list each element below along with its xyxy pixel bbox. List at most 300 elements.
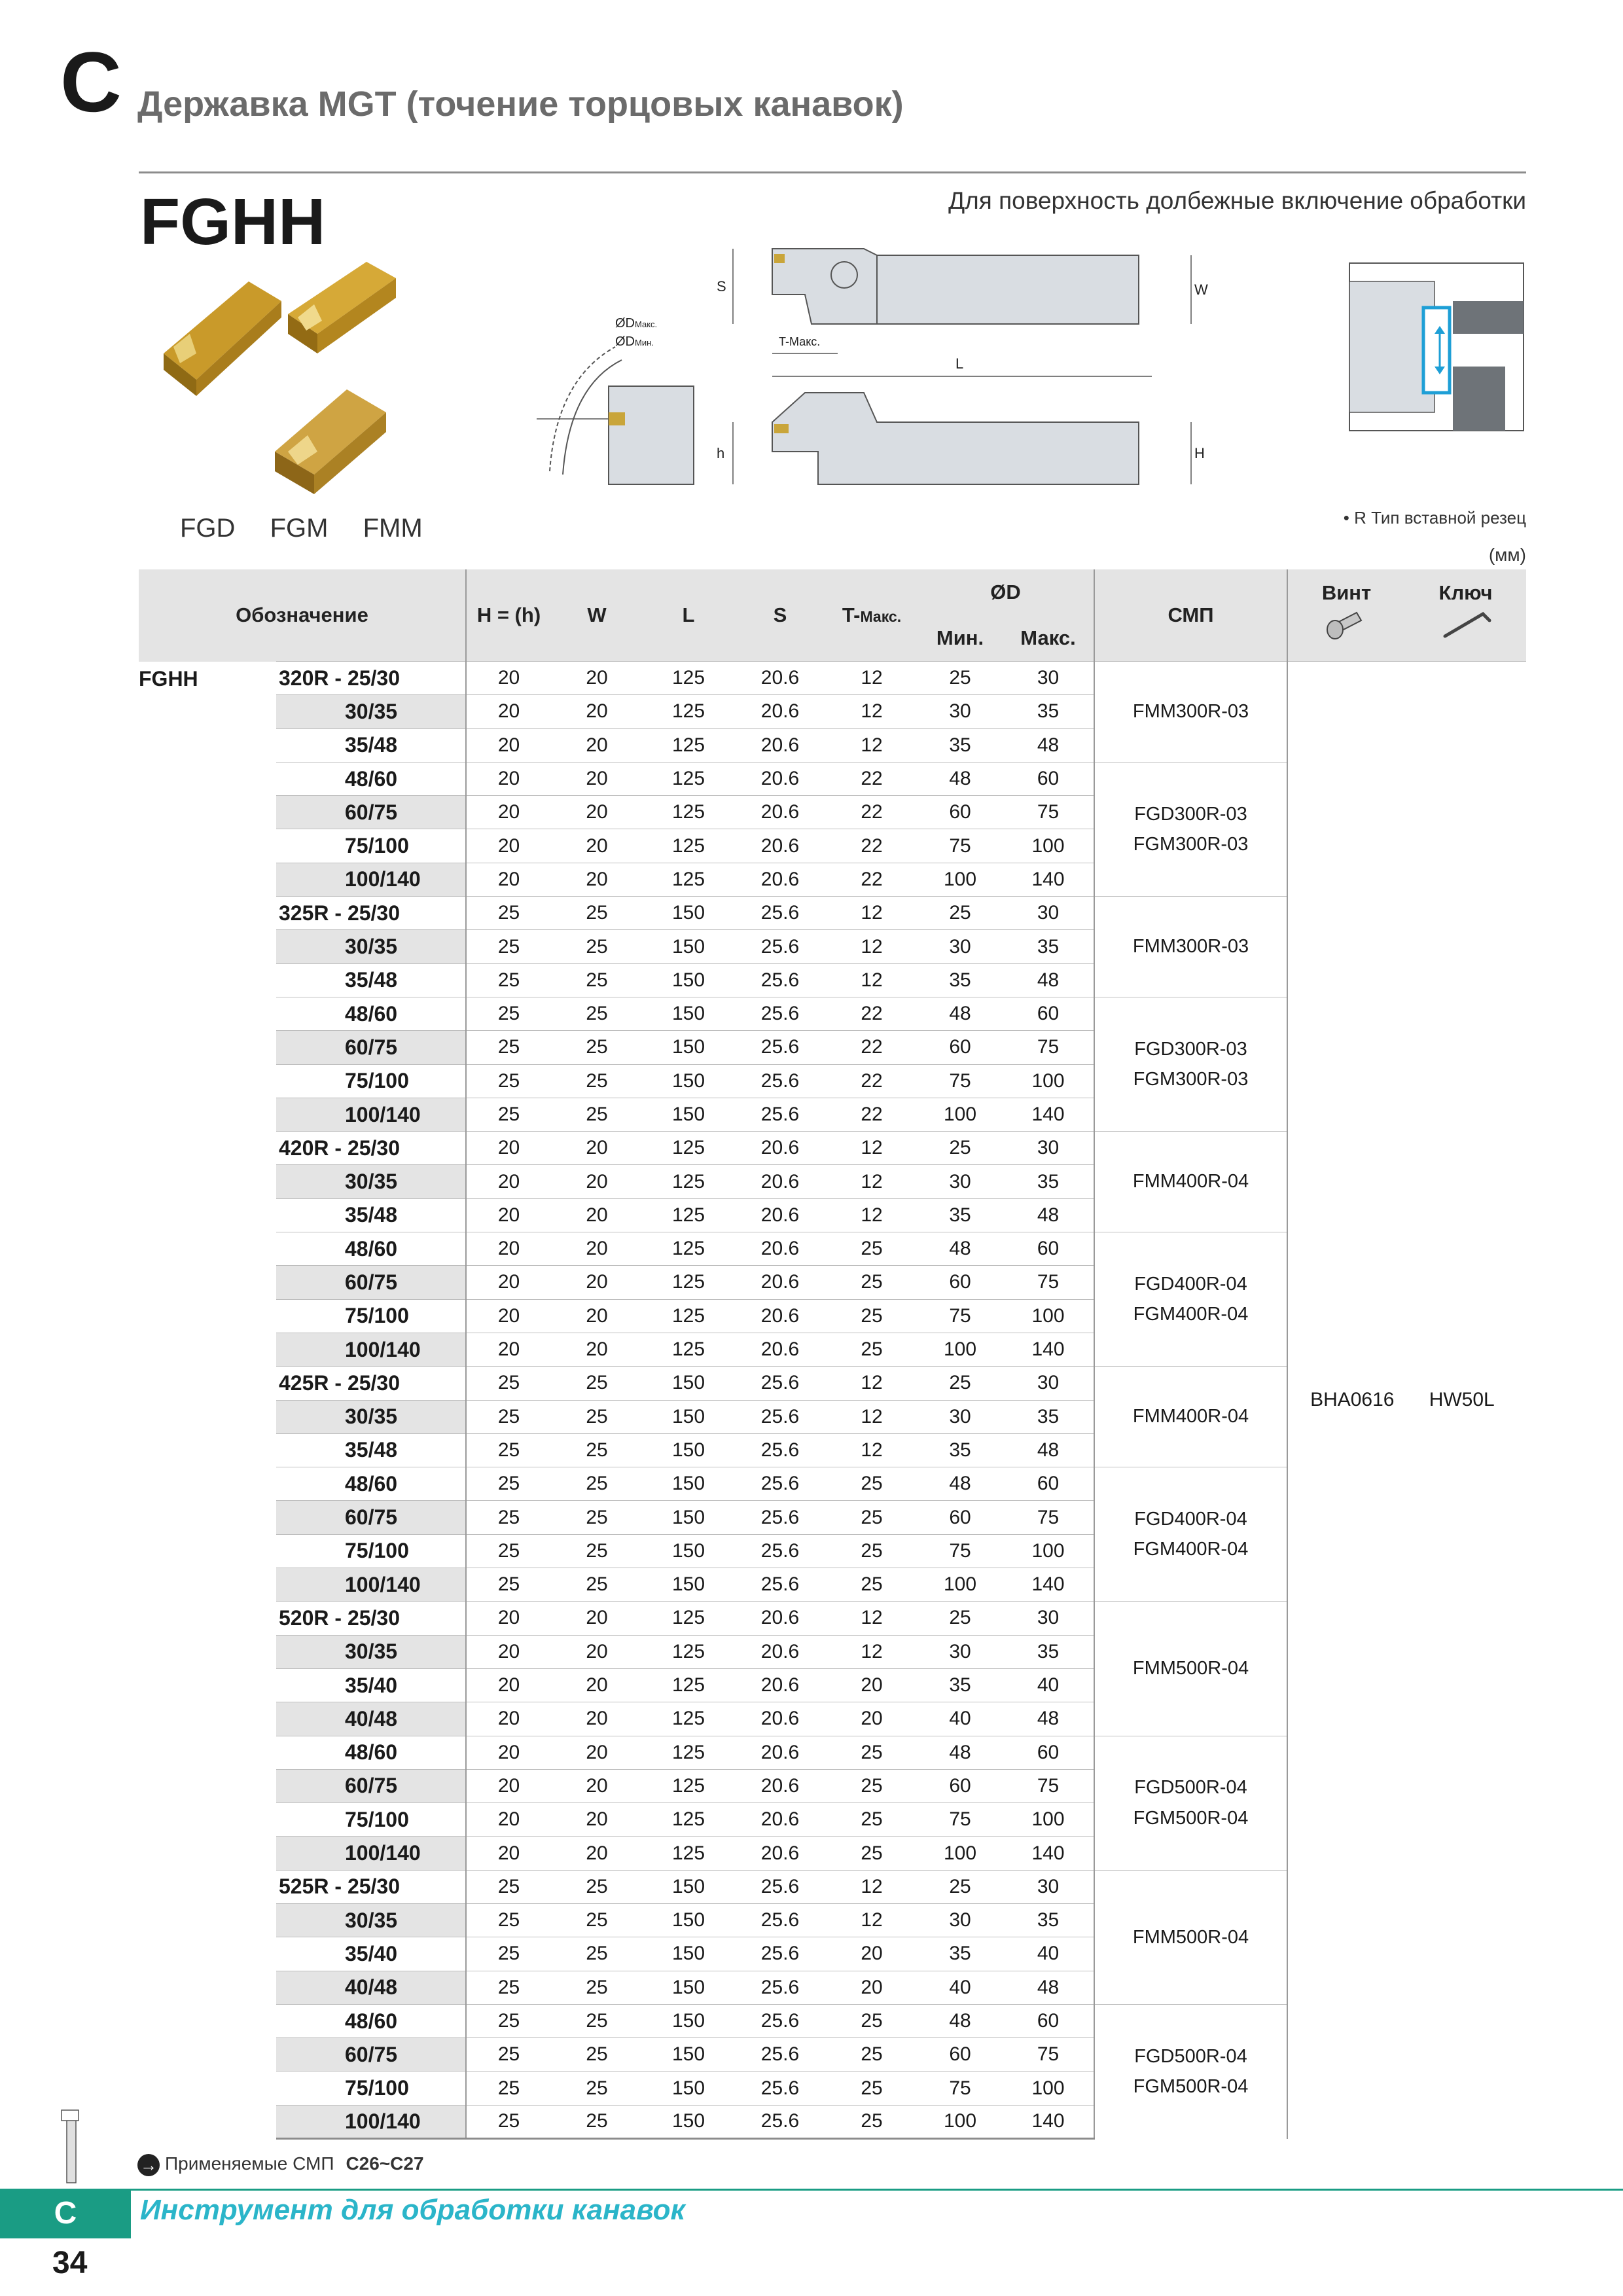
designation-cell: 60/75 bbox=[276, 1501, 466, 1534]
header-key bbox=[1405, 569, 1526, 662]
cell-s: 20.6 bbox=[734, 1198, 826, 1232]
cell-dmin: 25 bbox=[918, 1602, 1003, 1635]
cell-w: 25 bbox=[551, 1367, 643, 1400]
cell-w: 25 bbox=[551, 897, 643, 930]
header-designation: Обозначение bbox=[139, 569, 466, 662]
tool-thumbnail-icon bbox=[59, 2108, 85, 2186]
cell-dmin: 40 bbox=[918, 1971, 1003, 2004]
cell-dmin: 48 bbox=[918, 2004, 1003, 2037]
cell-w: 25 bbox=[551, 2105, 643, 2138]
cell-dmax: 100 bbox=[1003, 829, 1094, 863]
smp-cell bbox=[1094, 1367, 1287, 1467]
diameter-diagram bbox=[517, 308, 700, 491]
cell-w: 20 bbox=[551, 1132, 643, 1165]
cell-s: 25.6 bbox=[734, 1031, 826, 1064]
designation-cell: 75/100 bbox=[276, 2072, 466, 2105]
cell-dmin: 75 bbox=[918, 1064, 1003, 1098]
cell-t: 12 bbox=[826, 930, 918, 963]
cell-l: 125 bbox=[643, 1803, 734, 1837]
cell-s: 25.6 bbox=[734, 897, 826, 930]
cell-w: 25 bbox=[551, 1064, 643, 1098]
cell-dmin: 25 bbox=[918, 662, 1003, 695]
smp-cell bbox=[1094, 1132, 1287, 1232]
designation-cell: 75/100 bbox=[276, 829, 466, 863]
cell-dmax: 30 bbox=[1003, 1870, 1094, 1903]
cell-dmax: 35 bbox=[1003, 930, 1094, 963]
cell-dmax: 60 bbox=[1003, 997, 1094, 1030]
cell-dmax: 40 bbox=[1003, 1937, 1094, 1971]
cell-h: 25 bbox=[466, 963, 551, 997]
cell-h: 20 bbox=[466, 829, 551, 863]
cell-s: 25.6 bbox=[734, 1534, 826, 1568]
smp-code: FMM400R-04 bbox=[1132, 1406, 1249, 1427]
cell-h: 25 bbox=[466, 1467, 551, 1501]
cell-dmin: 35 bbox=[918, 1937, 1003, 1971]
cell-w: 20 bbox=[551, 762, 643, 795]
cell-dmax: 140 bbox=[1003, 1568, 1094, 1602]
cell-dmin: 30 bbox=[918, 930, 1003, 963]
cell-w: 25 bbox=[551, 930, 643, 963]
cell-l: 150 bbox=[643, 1098, 734, 1131]
designation-cell: 100/140 bbox=[276, 1837, 466, 1870]
header-w: W bbox=[551, 569, 643, 662]
cell-h: 20 bbox=[466, 1299, 551, 1333]
cell-l: 150 bbox=[643, 2072, 734, 2105]
cell-t: 25 bbox=[826, 1501, 918, 1534]
smp-code: FGD500R-04 bbox=[1134, 2045, 1247, 2067]
cell-w: 20 bbox=[551, 863, 643, 896]
smp-code: FMM500R-04 bbox=[1132, 1658, 1249, 1679]
cell-dmax: 35 bbox=[1003, 1635, 1094, 1668]
cell-l: 125 bbox=[643, 662, 734, 695]
cell-t: 12 bbox=[826, 728, 918, 762]
cell-l: 125 bbox=[643, 1165, 734, 1198]
cell-l: 125 bbox=[643, 1266, 734, 1299]
cell-s: 25.6 bbox=[734, 1433, 826, 1467]
cell-w: 25 bbox=[551, 2038, 643, 2072]
cell-l: 125 bbox=[643, 1769, 734, 1803]
smp-code: FGM400R-04 bbox=[1133, 1304, 1249, 1325]
cell-dmin: 35 bbox=[918, 1198, 1003, 1232]
smp-cell bbox=[1094, 1232, 1287, 1367]
key-icon bbox=[1440, 605, 1492, 644]
cell-w: 25 bbox=[551, 1568, 643, 1602]
cell-s: 25.6 bbox=[734, 930, 826, 963]
cell-t: 12 bbox=[826, 1870, 918, 1903]
header-tmax: T-Макс. bbox=[826, 569, 918, 662]
smp-code: FGD400R-04 bbox=[1134, 1273, 1247, 1295]
cell-dmax: 100 bbox=[1003, 1064, 1094, 1098]
cell-l: 150 bbox=[643, 1467, 734, 1501]
smp-cell bbox=[1094, 997, 1287, 1131]
cell-l: 125 bbox=[643, 1602, 734, 1635]
header-key-label: Ключ bbox=[1438, 581, 1493, 604]
cell-w: 25 bbox=[551, 997, 643, 1030]
cell-dmax: 48 bbox=[1003, 963, 1094, 997]
cell-dmax: 48 bbox=[1003, 1702, 1094, 1736]
footer-divider bbox=[131, 2189, 1623, 2191]
cell-h: 20 bbox=[466, 1769, 551, 1803]
designation-cell: 48/60 bbox=[276, 1232, 466, 1266]
designation-cell: 30/35 bbox=[276, 1903, 466, 1937]
designation-cell: 35/48 bbox=[276, 1433, 466, 1467]
cell-s: 25.6 bbox=[734, 1971, 826, 2004]
cell-t: 25 bbox=[826, 1769, 918, 1803]
designation-cell: 30/35 bbox=[276, 1400, 466, 1433]
cell-dmax: 140 bbox=[1003, 1098, 1094, 1131]
cell-dmax: 140 bbox=[1003, 1333, 1094, 1366]
cell-t: 25 bbox=[826, 2004, 918, 2037]
cell-l: 150 bbox=[643, 997, 734, 1030]
cell-l: 150 bbox=[643, 1568, 734, 1602]
designation-cell: 100/140 bbox=[276, 863, 466, 896]
cell-w: 20 bbox=[551, 1702, 643, 1736]
cell-l: 150 bbox=[643, 1937, 734, 1971]
insert-label-fgd: FGD bbox=[180, 514, 236, 543]
cell-s: 25.6 bbox=[734, 997, 826, 1030]
cell-t: 12 bbox=[826, 1132, 918, 1165]
cell-dmax: 140 bbox=[1003, 863, 1094, 896]
cell-l: 125 bbox=[643, 1668, 734, 1702]
cell-dmin: 100 bbox=[918, 863, 1003, 896]
cell-dmin: 100 bbox=[918, 1837, 1003, 1870]
designation-cell: 60/75 bbox=[276, 1031, 466, 1064]
smp-code: FGD300R-03 bbox=[1134, 803, 1247, 825]
cell-s: 25.6 bbox=[734, 1098, 826, 1131]
cell-w: 25 bbox=[551, 1903, 643, 1937]
cell-t: 25 bbox=[826, 2072, 918, 2105]
designation-cell: 48/60 bbox=[276, 997, 466, 1030]
cell-dmin: 48 bbox=[918, 997, 1003, 1030]
cell-dmax: 60 bbox=[1003, 1467, 1094, 1501]
smp-code: FGD300R-03 bbox=[1134, 1038, 1247, 1060]
cell-s: 25.6 bbox=[734, 1870, 826, 1903]
designation-cell: 40/48 bbox=[276, 1971, 466, 2004]
cell-h: 25 bbox=[466, 2072, 551, 2105]
cell-dmax: 48 bbox=[1003, 1198, 1094, 1232]
designation-cell: 520R - 25/30 bbox=[276, 1602, 466, 1635]
cell-l: 150 bbox=[643, 1433, 734, 1467]
cell-w: 20 bbox=[551, 695, 643, 728]
cell-w: 25 bbox=[551, 1534, 643, 1568]
cell-h: 20 bbox=[466, 1837, 551, 1870]
cell-h: 25 bbox=[466, 1903, 551, 1937]
cell-t: 20 bbox=[826, 1971, 918, 2004]
cell-dmax: 140 bbox=[1003, 2105, 1094, 2138]
insert-label-fgm: FGM bbox=[270, 514, 329, 543]
smp-code: FGM500R-04 bbox=[1133, 1807, 1249, 1829]
cell-dmax: 48 bbox=[1003, 1433, 1094, 1467]
cell-h: 20 bbox=[466, 728, 551, 762]
cell-h: 25 bbox=[466, 1501, 551, 1534]
cell-s: 20.6 bbox=[734, 1837, 826, 1870]
designation-cell: 48/60 bbox=[276, 1736, 466, 1769]
cell-h: 25 bbox=[466, 897, 551, 930]
designation-cell: 425R - 25/30 bbox=[276, 1367, 466, 1400]
cell-w: 25 bbox=[551, 1870, 643, 1903]
designation-cell: 100/140 bbox=[276, 2105, 466, 2138]
h-big-label: H bbox=[1194, 445, 1205, 461]
cell-t: 25 bbox=[826, 1534, 918, 1568]
smp-cell bbox=[1094, 1870, 1287, 2004]
cell-l: 125 bbox=[643, 1635, 734, 1668]
cell-dmin: 25 bbox=[918, 897, 1003, 930]
cell-dmax: 60 bbox=[1003, 762, 1094, 795]
cell-t: 12 bbox=[826, 1367, 918, 1400]
cell-dmin: 30 bbox=[918, 1635, 1003, 1668]
cell-w: 25 bbox=[551, 1501, 643, 1534]
cell-h: 20 bbox=[466, 1132, 551, 1165]
designation-cell: 100/140 bbox=[276, 1098, 466, 1131]
designation-cell: 75/100 bbox=[276, 1064, 466, 1098]
cell-dmin: 30 bbox=[918, 1903, 1003, 1937]
cell-w: 25 bbox=[551, 1400, 643, 1433]
cell-s: 20.6 bbox=[734, 762, 826, 795]
cell-dmin: 60 bbox=[918, 1031, 1003, 1064]
cell-dmin: 60 bbox=[918, 796, 1003, 829]
cell-h: 25 bbox=[466, 1971, 551, 2004]
header-divider bbox=[139, 171, 1526, 173]
cell-dmax: 75 bbox=[1003, 796, 1094, 829]
cell-t: 22 bbox=[826, 762, 918, 795]
holder-dimension-diagram bbox=[707, 236, 1217, 497]
cell-dmin: 35 bbox=[918, 1433, 1003, 1467]
cell-l: 125 bbox=[643, 829, 734, 863]
cell-t: 22 bbox=[826, 1031, 918, 1064]
cell-dmin: 48 bbox=[918, 762, 1003, 795]
dmin-label: ØDМин. bbox=[615, 334, 654, 349]
smp-cell bbox=[1094, 1602, 1287, 1736]
cell-h: 20 bbox=[466, 863, 551, 896]
cell-l: 150 bbox=[643, 1400, 734, 1433]
cell-h: 20 bbox=[466, 1702, 551, 1736]
cell-l: 150 bbox=[643, 2105, 734, 2138]
cell-dmin: 100 bbox=[918, 1568, 1003, 1602]
cell-t: 12 bbox=[826, 1433, 918, 1467]
cell-h: 20 bbox=[466, 1266, 551, 1299]
cell-l: 125 bbox=[643, 762, 734, 795]
designation-cell: 525R - 25/30 bbox=[276, 1870, 466, 1903]
cell-t: 12 bbox=[826, 963, 918, 997]
cell-h: 25 bbox=[466, 1367, 551, 1400]
cell-l: 125 bbox=[643, 695, 734, 728]
cell-t: 22 bbox=[826, 1098, 918, 1131]
cell-dmax: 100 bbox=[1003, 1534, 1094, 1568]
cell-dmax: 60 bbox=[1003, 1232, 1094, 1266]
cell-dmin: 100 bbox=[918, 1333, 1003, 1366]
cell-w: 20 bbox=[551, 1668, 643, 1702]
cell-t: 12 bbox=[826, 695, 918, 728]
cell-t: 12 bbox=[826, 662, 918, 695]
cell-w: 25 bbox=[551, 963, 643, 997]
cell-l: 150 bbox=[643, 1870, 734, 1903]
cell-w: 25 bbox=[551, 2004, 643, 2037]
cell-s: 20.6 bbox=[734, 1333, 826, 1366]
cell-t: 22 bbox=[826, 997, 918, 1030]
cell-s: 25.6 bbox=[734, 1467, 826, 1501]
cell-h: 25 bbox=[466, 930, 551, 963]
series-cell: FGHH bbox=[139, 666, 198, 691]
ref-label: Применяемые СМП bbox=[165, 2153, 334, 2174]
cell-w: 20 bbox=[551, 728, 643, 762]
designation-cell: 60/75 bbox=[276, 796, 466, 829]
cell-t: 25 bbox=[826, 1266, 918, 1299]
cell-l: 150 bbox=[643, 1903, 734, 1937]
cell-s: 20.6 bbox=[734, 1702, 826, 1736]
cell-w: 20 bbox=[551, 796, 643, 829]
cell-h: 25 bbox=[466, 997, 551, 1030]
designation-cell: 100/140 bbox=[276, 1568, 466, 1602]
smp-cell bbox=[1094, 662, 1287, 762]
page-title: Державка MGT (точение торцовых канавок) bbox=[137, 84, 904, 124]
h-small-label: h bbox=[717, 445, 725, 461]
model-name: FGHH bbox=[140, 185, 326, 259]
cell-s: 25.6 bbox=[734, 2072, 826, 2105]
cell-dmax: 100 bbox=[1003, 1299, 1094, 1333]
header-s: S bbox=[734, 569, 826, 662]
cell-dmin: 100 bbox=[918, 2105, 1003, 2138]
cell-w: 20 bbox=[551, 1602, 643, 1635]
cell-dmax: 30 bbox=[1003, 1367, 1094, 1400]
header-screw-label: Винт bbox=[1321, 581, 1372, 604]
smp-cell bbox=[1094, 2004, 1287, 2138]
designation-cell: 325R - 25/30 bbox=[276, 897, 466, 930]
cell-s: 25.6 bbox=[734, 1064, 826, 1098]
cell-l: 150 bbox=[643, 963, 734, 997]
machining-diagram bbox=[1348, 262, 1525, 432]
cell-t: 12 bbox=[826, 1903, 918, 1937]
cell-dmax: 48 bbox=[1003, 1971, 1094, 2004]
designation-cell: 30/35 bbox=[276, 695, 466, 728]
cell-w: 20 bbox=[551, 662, 643, 695]
designation-cell: 48/60 bbox=[276, 1467, 466, 1501]
cell-w: 20 bbox=[551, 1266, 643, 1299]
cell-h: 20 bbox=[466, 796, 551, 829]
cell-w: 25 bbox=[551, 1098, 643, 1131]
cell-dmin: 48 bbox=[918, 1467, 1003, 1501]
designation-cell: 60/75 bbox=[276, 2038, 466, 2072]
smp-code: FMM400R-04 bbox=[1132, 1171, 1249, 1193]
cell-t: 20 bbox=[826, 1668, 918, 1702]
cell-dmin: 60 bbox=[918, 1769, 1003, 1803]
page-number: 34 bbox=[52, 2246, 88, 2280]
cell-s: 20.6 bbox=[734, 662, 826, 695]
cell-t: 25 bbox=[826, 1568, 918, 1602]
cell-s: 20.6 bbox=[734, 1266, 826, 1299]
cell-l: 125 bbox=[643, 1232, 734, 1266]
cell-w: 20 bbox=[551, 1232, 643, 1266]
cell-t: 22 bbox=[826, 863, 918, 896]
cell-s: 20.6 bbox=[734, 1132, 826, 1165]
cell-l: 125 bbox=[643, 1198, 734, 1232]
cell-h: 25 bbox=[466, 2038, 551, 2072]
section-letter: C bbox=[60, 34, 122, 130]
cell-h: 20 bbox=[466, 1198, 551, 1232]
designation-cell: 75/100 bbox=[276, 1803, 466, 1837]
cell-t: 25 bbox=[826, 1299, 918, 1333]
designation-cell: 30/35 bbox=[276, 1635, 466, 1668]
header-dmin: Мин. bbox=[918, 615, 1003, 662]
cell-dmin: 25 bbox=[918, 1132, 1003, 1165]
cell-h: 25 bbox=[466, 1568, 551, 1602]
cell-w: 25 bbox=[551, 1433, 643, 1467]
designation-cell: 60/75 bbox=[276, 1769, 466, 1803]
designation-cell: 100/140 bbox=[276, 1333, 466, 1366]
cell-t: 25 bbox=[826, 1837, 918, 1870]
cell-h: 20 bbox=[466, 1333, 551, 1366]
cell-w: 20 bbox=[551, 1299, 643, 1333]
designation-cell: 60/75 bbox=[276, 1266, 466, 1299]
insert-fgd-image bbox=[164, 281, 281, 396]
cell-dmin: 60 bbox=[918, 2038, 1003, 2072]
cell-s: 20.6 bbox=[734, 1803, 826, 1837]
insert-labels bbox=[180, 514, 450, 543]
designation-cell: 35/40 bbox=[276, 1937, 466, 1971]
cell-l: 150 bbox=[643, 1971, 734, 2004]
cell-s: 25.6 bbox=[734, 2105, 826, 2138]
cell-l: 150 bbox=[643, 1501, 734, 1534]
cell-h: 25 bbox=[466, 1534, 551, 1568]
cell-dmax: 35 bbox=[1003, 1400, 1094, 1433]
cell-h: 20 bbox=[466, 1232, 551, 1266]
cell-s: 20.6 bbox=[734, 1769, 826, 1803]
smp-code: FGD400R-04 bbox=[1134, 1508, 1247, 1530]
cell-s: 20.6 bbox=[734, 829, 826, 863]
cell-dmax: 35 bbox=[1003, 1903, 1094, 1937]
cell-dmin: 100 bbox=[918, 1098, 1003, 1131]
cell-t: 20 bbox=[826, 1702, 918, 1736]
cell-dmin: 40 bbox=[918, 1702, 1003, 1736]
cell-s: 25.6 bbox=[734, 1400, 826, 1433]
cell-dmax: 60 bbox=[1003, 1736, 1094, 1769]
cell-dmin: 25 bbox=[918, 1870, 1003, 1903]
cell-w: 20 bbox=[551, 1769, 643, 1803]
cell-s: 25.6 bbox=[734, 1367, 826, 1400]
insert-fgm-image bbox=[288, 262, 396, 353]
designation-cell: 35/48 bbox=[276, 1198, 466, 1232]
cell-h: 25 bbox=[466, 2105, 551, 2138]
product-subtitle: Для поверхность долбежные включение обработки bbox=[948, 187, 1526, 214]
smp-code: FMM300R-03 bbox=[1132, 701, 1249, 723]
designation-cell: 48/60 bbox=[276, 762, 466, 795]
cell-h: 25 bbox=[466, 1870, 551, 1903]
cell-h: 20 bbox=[466, 1668, 551, 1702]
cell-s: 20.6 bbox=[734, 1299, 826, 1333]
applicable-inserts-ref bbox=[137, 2153, 424, 2176]
cell-t: 25 bbox=[826, 1333, 918, 1366]
cell-s: 20.6 bbox=[734, 1635, 826, 1668]
designation-cell: 35/40 bbox=[276, 1668, 466, 1702]
cell-s: 20.6 bbox=[734, 695, 826, 728]
arrow-circle-icon: → bbox=[137, 2154, 160, 2176]
table-row bbox=[139, 662, 1526, 695]
insert-fmm-image bbox=[275, 389, 386, 494]
cell-dmin: 75 bbox=[918, 1299, 1003, 1333]
cell-dmin: 35 bbox=[918, 728, 1003, 762]
cell-dmax: 48 bbox=[1003, 728, 1094, 762]
smp-code: FGD500R-04 bbox=[1134, 1777, 1247, 1799]
cell-w: 20 bbox=[551, 1165, 643, 1198]
cell-w: 20 bbox=[551, 829, 643, 863]
insert-images bbox=[151, 255, 425, 517]
screw-icon bbox=[1321, 605, 1373, 644]
cell-t: 22 bbox=[826, 829, 918, 863]
cell-dmin: 48 bbox=[918, 1232, 1003, 1266]
cell-dmax: 100 bbox=[1003, 1803, 1094, 1837]
designation-cell: 30/35 bbox=[276, 1165, 466, 1198]
cell-l: 150 bbox=[643, 897, 734, 930]
cell-s: 25.6 bbox=[734, 1501, 826, 1534]
